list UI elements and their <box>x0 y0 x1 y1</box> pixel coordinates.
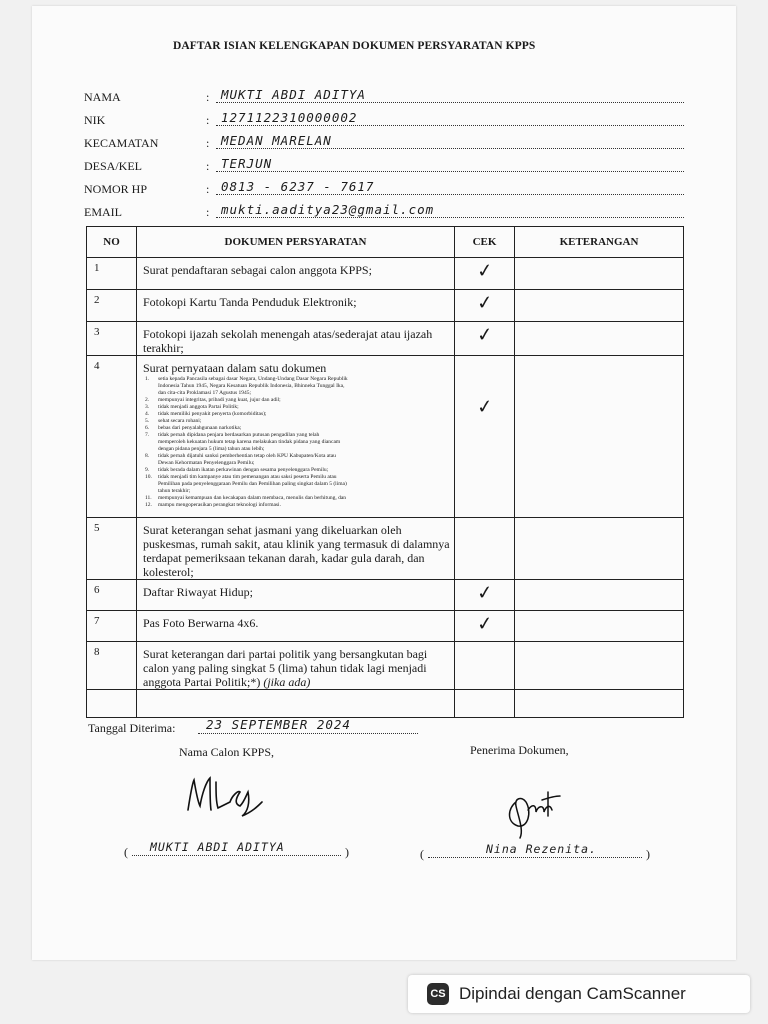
field-colon: : <box>206 90 210 104</box>
dotted-line <box>216 102 684 103</box>
field-label: KECAMATAN <box>84 136 159 150</box>
field-label: NAMA <box>84 90 121 104</box>
statement-item: Indonesia Tahun 1945, Negara Kesatuan Republik Indonesia, Bhinneka Tunggal Ika, <box>158 383 345 389</box>
requirement-text: Fotokopi ijazah sekolah menengah atas/sederajat atau ijazah terakhir; <box>143 327 433 355</box>
requirement-cell <box>137 290 455 322</box>
requirement-text: Surat pendaftaran sebagai calon anggota KPPS; <box>143 263 372 277</box>
notes-cell <box>515 611 684 642</box>
table-row <box>87 290 684 322</box>
check-cell <box>455 611 515 642</box>
table-row <box>87 258 684 290</box>
check-cell <box>455 518 515 580</box>
check-mark-icon: ✓ <box>475 291 494 315</box>
notes-cell <box>515 642 684 690</box>
check-cell <box>455 258 515 290</box>
field-colon: : <box>206 205 210 219</box>
field-nama <box>84 85 684 107</box>
row-number: 5 <box>87 518 137 580</box>
header-document: DOKUMEN PERSYARATAN <box>137 227 455 258</box>
table-row-empty <box>87 690 684 718</box>
receiver-signature <box>498 782 568 842</box>
requirement-cell <box>137 322 455 356</box>
requirement-cell <box>137 580 455 611</box>
date-received-value: 23 SEPTEMBER 2024 <box>206 717 351 732</box>
notes-cell <box>515 258 684 290</box>
check-cell <box>455 290 515 322</box>
requirement-cell <box>137 258 455 290</box>
requirement-note: (jika ada) <box>263 675 311 689</box>
candidate-name-line: ( MUKTI ABDI ADITYA ) <box>124 840 349 859</box>
check-cell <box>455 642 515 690</box>
requirement-cell <box>137 642 455 690</box>
field-nomor-hp <box>84 177 684 199</box>
row-number: 8 <box>87 642 137 690</box>
table-row <box>87 518 684 580</box>
notes-cell <box>515 580 684 611</box>
check-mark-icon: ✓ <box>475 612 494 636</box>
row-number: 3 <box>87 322 137 356</box>
check-cell <box>455 356 515 518</box>
statement-item: 8. tidak pernah dijatuhi sanksi pemberhentian tetap oleh KPU Kabupaten/Kota atau <box>145 453 336 459</box>
table-header-row <box>87 227 684 258</box>
field-value: mukti.aaditya23@gmail.com <box>221 202 435 217</box>
field-value: 1271122310000002 <box>221 110 358 125</box>
table-row <box>87 322 684 356</box>
dotted-line <box>198 733 418 734</box>
check-mark-icon: ✓ <box>475 395 494 419</box>
notes-cell <box>515 290 684 322</box>
field-desa-kel <box>84 154 684 176</box>
camscanner-logo-icon: CS <box>427 983 449 1005</box>
check-cell <box>455 580 515 611</box>
field-label: NIK <box>84 113 106 127</box>
statement-item: 11. mempunyai kemampuan dan kecakapan dalam membaca, menulis dan berhitung, dan <box>145 495 347 501</box>
field-value: MUKTI ABDI ADITYA <box>221 87 366 102</box>
dotted-line <box>216 148 684 149</box>
check-mark-icon: ✓ <box>475 323 494 347</box>
table-row <box>87 580 684 611</box>
table-row <box>87 611 684 642</box>
statement-item: 10. tidak menjadi tim kampanye atau tim pemenangan atau saksi peserta Pemilu atau <box>145 474 337 480</box>
statement-item: Pemilihan pada penyelenggaraan Pemilu dan Pemilihan paling singkat dalam 5 (lima) <box>158 481 347 487</box>
statement-item: 9. tidak berada dalam ikatan perkawinan dengan sesama penyelenggara Pemilu; <box>145 467 329 473</box>
camscanner-badge <box>408 975 750 1013</box>
field-nik <box>84 108 684 130</box>
requirement-text: Surat pernyataan dalam satu dokumen <box>143 361 327 375</box>
field-colon: : <box>206 136 210 150</box>
requirement-text: Fotokopi Kartu Tanda Penduduk Elektronik; <box>143 295 357 309</box>
dotted-line <box>216 171 684 172</box>
requirement-cell <box>137 518 455 580</box>
statement-item: memperoleh kekuatan hukum tetap karena melakukan tindak pidana yang diancam <box>158 439 341 445</box>
statement-item: 12. mampu mengoperasikan perangkat teknologi informasi. <box>145 502 281 508</box>
page-title: DAFTAR ISIAN KELENGKAPAN DOKUMEN PERSYARATAN KPPS <box>173 40 536 52</box>
notes-cell <box>515 518 684 580</box>
field-label: NOMOR HP <box>84 182 148 196</box>
row-number: 2 <box>87 290 137 322</box>
candidate-signature-caption: Nama Calon KPPS, <box>179 745 275 759</box>
header-notes: KETERANGAN <box>515 227 684 258</box>
statement-item: 4. tidak memiliki penyakit penyerta (komorbiditas); <box>145 411 267 417</box>
row-number: 6 <box>87 580 137 611</box>
statement-item: dengan pidana penjara 5 (lima) tahun atau lebih; <box>158 446 265 452</box>
row-number: 7 <box>87 611 137 642</box>
requirement-text: Surat keterangan sehat jasmani yang dikeluarkan oleh puskesmas, rumah sakit, atau klinik yang termasuk di dalamnya terdapat pemeriksaan tekanan darah, kadar gula darah, dan kolesterol; <box>143 523 450 579</box>
statement-items <box>143 376 450 509</box>
requirement-cell <box>137 611 455 642</box>
statement-item: 6. bebas dari penyalahgunaan narkotika; <box>145 425 242 431</box>
field-email <box>84 200 684 222</box>
dotted-line <box>216 125 684 126</box>
candidate-name: MUKTI ABDI ADITYA <box>150 840 285 854</box>
table-row <box>87 356 684 518</box>
field-label: EMAIL <box>84 205 122 219</box>
requirement-text: Daftar Riwayat Hidup; <box>143 585 253 599</box>
field-value: 0813 - 6237 - 7617 <box>221 179 375 194</box>
dotted-line <box>132 855 341 856</box>
receiver-name-line: ( Nina Rezenita. ) <box>420 842 650 861</box>
field-colon: : <box>206 159 210 173</box>
receiver-signature-caption: Penerima Dokumen, <box>470 743 569 757</box>
dotted-line <box>216 217 684 218</box>
requirement-text: Surat keterangan dari partai politik yang bersangkutan bagi calon yang paling singkat 5 (lima) tahun tidak lagi menjadi anggota Partai Politik;*) (jika ada) <box>143 647 428 689</box>
field-kecamatan <box>84 131 684 153</box>
statement-item: Dewan Kehormatan Penyelenggara Pemilu; <box>158 460 255 466</box>
notes-cell <box>515 322 684 356</box>
row-number: 1 <box>87 258 137 290</box>
statement-item: 7. tidak pernah dipidana penjara berdasarkan putusan pengadilan yang telah <box>145 432 320 438</box>
statement-item: 5. sehat secara rohani; <box>145 418 202 424</box>
requirement-text: Pas Foto Berwarna 4x6. <box>143 616 259 630</box>
field-value: MEDAN MARELAN <box>221 133 332 148</box>
check-mark-icon: ✓ <box>475 259 494 283</box>
statement-item: dan cita-cita Proklamasi 17 Agustus 1945; <box>158 390 252 396</box>
receiver-name: Nina Rezenita. <box>486 842 597 856</box>
statement-item: 2. mempunyai integritas, pribadi yang kuat, jujur dan adil; <box>145 397 281 403</box>
date-received <box>88 716 418 738</box>
candidate-signature <box>180 772 270 822</box>
field-colon: : <box>206 182 210 196</box>
date-received-label: Tanggal Diterima: <box>88 721 176 735</box>
statement-item: 1. setia kepada Pancasila sebagai dasar Negara, Undang-Undang Dasar Negara Republik <box>145 376 348 382</box>
header-no: NO <box>87 227 137 258</box>
field-colon: : <box>206 113 210 127</box>
dotted-line <box>216 194 684 195</box>
notes-cell <box>515 356 684 518</box>
dotted-line <box>428 857 642 858</box>
requirement-cell <box>137 356 455 518</box>
statement-item: 3. tidak menjadi anggota Partai Politik; <box>145 404 239 410</box>
row-number: 4 <box>87 356 137 518</box>
table-row <box>87 642 684 690</box>
requirements-table <box>86 226 684 718</box>
field-label: DESA/KEL <box>84 159 142 173</box>
field-value: TERJUN <box>221 156 273 171</box>
camscanner-text: Dipindai dengan CamScanner <box>459 984 686 1003</box>
check-cell <box>455 322 515 356</box>
header-check: CEK <box>455 227 515 258</box>
statement-item: tahun terakhir; <box>158 488 191 494</box>
check-mark-icon: ✓ <box>475 581 494 605</box>
